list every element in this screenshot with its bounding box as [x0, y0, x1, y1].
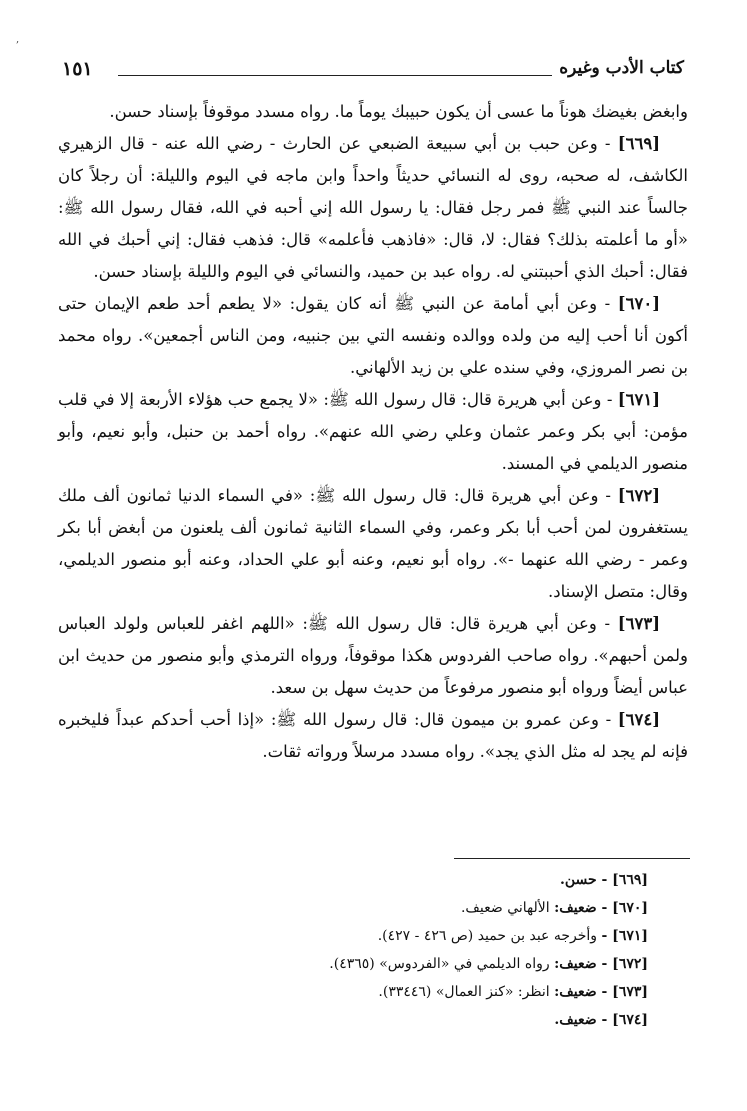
footnote [58, 894, 688, 922]
footnote-text: انظر: «كنز العمال» (٣٣٤٤٦). [378, 984, 555, 1000]
footnote-text: وأخرجه عبد بن حميد (ص ٤٢٦ - ٤٢٧). [377, 928, 602, 944]
paragraph-text: وابغض بغيضك هوناً ما عسى أن يكون حبيبك يوماً ما. رواه مسدد موقوفاً بإسناد حسن. [109, 102, 688, 121]
footnote-label: [٦٧١] - [601, 928, 648, 944]
hadith-number: [٦٧٣] [617, 614, 660, 633]
hadith-text: - وعن أبي أمامة عن النبي ﷺ أنه كان يقول: «لا يطعم أحد طعم الإيمان حتى أكون أنا أحب إليه من ولده ووالده ونفسه التي بين جنبيه، ومن الناس أجمعين». رواه محمد بن نصر المروزي، وفي سنده علي بن زيد الألهاني. [58, 294, 688, 377]
footnote-label: [٦٧٢] - ضعيف: [554, 956, 648, 972]
hadith-text: - وعن أبي هريرة قال: قال رسول الله ﷺ: «لا يجمع حب هؤلاء الأربعة إلا في قلب مؤمن: أبي بكر وعمر عثمان وعلي رضي الله عنهم». رواه أحمد بن حنبل، وأبو نعيم، وأبو منصور الديلمي في المسند. [58, 390, 688, 473]
corner-mark: , [16, 34, 20, 45]
hadith-672 [58, 480, 688, 608]
hadith-673 [58, 608, 688, 704]
hadith-text: - وعن أبي هريرة قال: قال رسول الله ﷺ: «اللهم اغفر للعباس ولولد العباس ولمن أحبهم». رواه صاحب الفردوس هكذا موقوفاً، ورواه الترمذي وأبو منصور من حديث ابن عباس أيضاً ورواه أبو منصور مرفوعاً من حديث سهل بن سعد. [58, 614, 688, 697]
footnote-text: الألهاني ضعيف. [460, 900, 555, 916]
hadith-number: [٦٧١] [617, 390, 660, 409]
footnote [58, 1006, 688, 1034]
footnote-label: [٦٧٣] - ضعيف: [554, 984, 648, 1000]
hadith-670 [58, 288, 688, 384]
page-number: ١٥١ [62, 58, 93, 80]
footnote-label: [٦٧٤] - ضعيف. [554, 1012, 648, 1028]
hadith-text: - وعن أبي هريرة قال: قال رسول الله ﷺ: «في السماء الدنيا ثمانون ألف ملك يستغفرون لمن أحب أبا بكر وعمر، وفي السماء الثانية ثمانون ألف يلعنون من أبغض أبا بكر وعمر - رضي الله عنهما -». رواه أبو نعيم، وعنه أبو علي الحداد، وعنه أبو منصور الديلمي، وقال: متصل الإسناد. [58, 486, 688, 601]
footnote [58, 978, 688, 1006]
hadith-text: - وعن عمرو بن ميمون قال: قال رسول الله ﷺ: «إذا أحب أحدكم عبداً فليخبره فإنه لم يجد له مثل الذي يجد». رواه مسدد مرسلاً ورواته ثقات. [58, 710, 688, 761]
hadith-number: [٦٧٤] [617, 710, 660, 729]
hadith-number: [٦٧٠] [617, 294, 660, 313]
footnote-rule [454, 858, 690, 859]
footnote [58, 866, 688, 894]
hadith-671 [58, 384, 688, 480]
paragraph [58, 96, 688, 128]
hadith-number: [٦٧٢] [617, 486, 660, 505]
footnotes [58, 866, 688, 1034]
header-rule [118, 75, 552, 76]
hadith-text: - وعن حبب بن أبي سبيعة الضبعي عن الحارث - رضي الله عنه - قال الزهيري الكاشف، له صحبه، روى له النسائي حديثاً واحداً وابن ماجه في اليوم والليلة: أن رجلاً كان جالساً عند النبي ﷺ فمر رجل فقال: يا رسول الله إني أحبه في الله، فقال رسول الله ﷺ: «أو ما أعلمته بذلك؟ فقال: لا، قال: «فاذهب فأعلمه» قال: فذهب فقال: إني أحبك في الله فقال: أحبك الذي أحببتني له. رواه عبد بن حميد، والنسائي في اليوم والليلة بإسناد حسن. [58, 134, 688, 281]
footnote [58, 950, 688, 978]
page-header [62, 58, 684, 86]
body-text [58, 96, 688, 768]
header-title: كتاب الأدب وغيره [559, 58, 684, 78]
footnote-label: [٦٧٠] - ضعيف: [554, 900, 648, 916]
hadith-number: [٦٦٩] [617, 134, 660, 153]
footnote [58, 922, 688, 950]
hadith-669 [58, 128, 688, 288]
hadith-674 [58, 704, 688, 768]
footnote-label: [٦٦٩] - حسن. [559, 872, 648, 888]
footnote-text: رواه الديلمي في «الفردوس» (٤٣٦٥). [329, 956, 555, 972]
